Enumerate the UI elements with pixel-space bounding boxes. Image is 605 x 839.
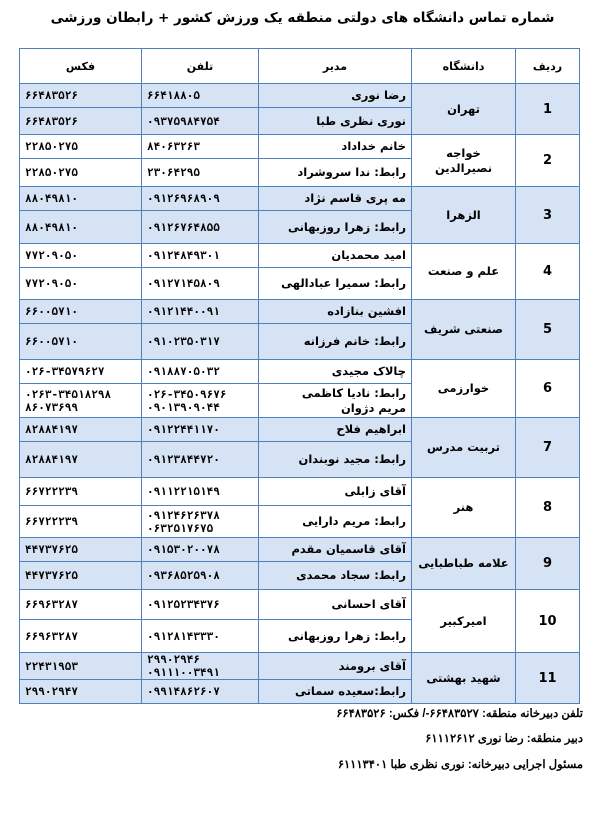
manager-name: رابط: زهرا روزبهانی	[259, 620, 412, 653]
fax-number: ۲۲۸۵۰۲۷۵	[20, 135, 142, 159]
university-name: هنر	[412, 478, 516, 538]
header-fax: فکس	[20, 49, 142, 84]
footer-line	[336, 706, 583, 720]
table-row	[20, 538, 580, 562]
footer-line	[425, 731, 583, 745]
fax-number: ۲۹۹۰۲۹۴۷	[20, 680, 142, 704]
phone-number: ۰۹۳۷۵۹۸۴۷۵۴	[142, 108, 259, 135]
phone-number: ۰۹۱۲۳۸۴۴۷۲۰	[142, 442, 259, 478]
phone-number: ۲۹۹۰۲۹۴۶ ۰۹۱۱۱۰۰۳۴۹۱	[142, 653, 259, 680]
phone-number: ۰۹۱۵۳۰۲۰۰۷۸	[142, 538, 259, 562]
university-name: تهران	[412, 84, 516, 135]
university-name: خوارزمی	[412, 360, 516, 418]
phone-number: ۰۹۱۱۲۲۱۵۱۴۹	[142, 478, 259, 506]
row-number: 1	[516, 84, 580, 135]
university-name: شهید بهشتی	[412, 653, 516, 704]
fax-number: ۶۶۷۲۲۲۳۹	[20, 506, 142, 538]
fax-number: ۷۷۲۰۹۰۵۰	[20, 244, 142, 268]
row-number: 10	[516, 590, 580, 653]
university-name: خواجه نصیرالدین	[412, 135, 516, 187]
phone-number: ۰۹۱۸۸۷۰۵۰۳۲	[142, 360, 259, 384]
footer-label: مسئول اجرایی دبیرخانه: نوری نظری طبا	[390, 759, 583, 771]
row-number: 11	[516, 653, 580, 704]
row-number: 4	[516, 244, 580, 300]
manager-name: رابط: سمیرا عبادالهی	[259, 268, 412, 300]
fax-number: ۰۲۶۳-۳۴۵۱۸۲۹۸ ۸۶۰۷۳۶۹۹	[20, 384, 142, 418]
header-university: دانشگاه	[412, 49, 516, 84]
university-name: امیرکبیر	[412, 590, 516, 653]
manager-name: رابط: زهرا روزبهانی	[259, 211, 412, 244]
table-row	[20, 84, 580, 108]
row-number: 6	[516, 360, 580, 418]
manager-name: خانم خداداد	[259, 135, 412, 159]
fax-number: ۶۶۹۶۳۲۸۷	[20, 590, 142, 620]
table-row	[20, 187, 580, 211]
phone-number: ۰۹۱۲۸۱۴۳۳۳۰	[142, 620, 259, 653]
footer-label: تلفن دبیرخانه منطقه:	[482, 708, 583, 720]
manager-name: رابط: ندا سروشراد	[259, 159, 412, 187]
fax-number: ۴۴۷۳۷۶۲۵	[20, 562, 142, 590]
fax-number: ۸۲۸۸۴۱۹۷	[20, 418, 142, 442]
footer-value: ۶۱۱۱۳۴۰۱	[337, 759, 388, 771]
row-number: 8	[516, 478, 580, 538]
manager-name: افشین بنازاده	[259, 300, 412, 324]
manager-name: آقای برومند	[259, 653, 412, 680]
table-row	[20, 300, 580, 324]
manager-name: رابط: مجید نوبندان	[259, 442, 412, 478]
row-number: 3	[516, 187, 580, 244]
manager-name: آقای احسانی	[259, 590, 412, 620]
fax-number: ۴۴۷۳۷۶۲۵	[20, 538, 142, 562]
phone-number: ۰۹۱۲۲۴۴۱۱۷۰	[142, 418, 259, 442]
page-title: شماره تماس دانشگاه های دولتی منطقه یک ورزش کشور + رابطان ورزشی	[50, 10, 555, 26]
phone-number: ۰۹۱۲۴۶۲۶۳۷۸ ۰۶۳۲۵۱۷۶۷۵	[142, 506, 259, 538]
header-manager: مدیر	[259, 49, 412, 84]
row-number: 7	[516, 418, 580, 478]
footer-value: ۶۶۴۸۳۵۲۷-/ فکس: ۶۶۴۸۳۵۲۶	[336, 708, 479, 720]
phone-number: ۰۹۱۲۷۱۴۵۸۰۹	[142, 268, 259, 300]
table-header-row	[20, 49, 580, 84]
fax-number: ۶۶۴۸۳۵۲۶	[20, 84, 142, 108]
fax-number: ۸۲۸۸۴۱۹۷	[20, 442, 142, 478]
table-row	[20, 135, 580, 159]
manager-name: رضا نوری	[259, 84, 412, 108]
table-row	[20, 244, 580, 268]
phone-number: ۶۶۴۱۸۸۰۵	[142, 84, 259, 108]
fax-number: ۰۲۶-۳۴۵۷۹۶۲۷	[20, 360, 142, 384]
phone-number: ۰۹۱۲۶۹۶۸۹۰۹	[142, 187, 259, 211]
table-row	[20, 418, 580, 442]
phone-number: ۰۹۳۶۸۵۲۵۹۰۸	[142, 562, 259, 590]
phone-number: ۰۹۱۲۴۸۴۹۳۰۱	[142, 244, 259, 268]
row-number: 2	[516, 135, 580, 187]
manager-name: آقای قاسمیان مقدم	[259, 538, 412, 562]
manager-name: رابط:سعیده سماتی	[259, 680, 412, 704]
phone-number: ۲۳۰۶۴۲۹۵	[142, 159, 259, 187]
footer-label: دبیر منطقه: رضا نوری	[477, 733, 583, 745]
header-row-number: ردیف	[516, 49, 580, 84]
table-row	[20, 360, 580, 384]
manager-name: آقای زابلی	[259, 478, 412, 506]
manager-name: امید محمدیان	[259, 244, 412, 268]
fax-number: ۲۲۴۳۱۹۵۳	[20, 653, 142, 680]
university-name: تربیت مدرس	[412, 418, 516, 478]
fax-number: ۶۶۰۰۵۷۱۰	[20, 300, 142, 324]
row-number: 9	[516, 538, 580, 590]
fax-number: ۸۸۰۴۹۸۱۰	[20, 187, 142, 211]
university-name: الزهرا	[412, 187, 516, 244]
phone-number: ۰۹۱۲۱۴۴۰۰۹۱	[142, 300, 259, 324]
manager-name: رابط: مریم دارایی	[259, 506, 412, 538]
manager-name: رابط: سجاد محمدی	[259, 562, 412, 590]
table-row	[20, 653, 580, 680]
header-phone: تلفن	[142, 49, 259, 84]
university-name: علم و صنعت	[412, 244, 516, 300]
manager-name: چالاک مجیدی	[259, 360, 412, 384]
manager-name: رابط: خانم فرزانه	[259, 324, 412, 360]
fax-number: ۲۲۸۵۰۲۷۵	[20, 159, 142, 187]
fax-number: ۶۶۰۰۵۷۱۰	[20, 324, 142, 360]
table-row	[20, 478, 580, 506]
university-name: صنعتی شریف	[412, 300, 516, 360]
row-number: 5	[516, 300, 580, 360]
phone-number: ۰۲۶-۳۴۵۰۹۶۷۶ ۰۹۰۱۳۹۰۹۰۴۴	[142, 384, 259, 418]
contacts-table	[19, 48, 580, 704]
footer-value: ۶۱۱۱۲۶۱۲	[425, 733, 475, 745]
fax-number: ۷۷۲۰۹۰۵۰	[20, 268, 142, 300]
manager-name: نوری نظری طبا	[259, 108, 412, 135]
manager-name: ابراهیم فلاح	[259, 418, 412, 442]
phone-number: ۰۹۱۲۵۲۳۴۳۷۶	[142, 590, 259, 620]
manager-name: رابط: نادیا کاظمی مریم دژوان	[259, 384, 412, 418]
phone-number: ۰۹۱۰۲۳۵۰۳۱۷	[142, 324, 259, 360]
fax-number: ۶۶۷۲۲۲۳۹	[20, 478, 142, 506]
phone-number: ۸۴۰۶۳۲۶۳	[142, 135, 259, 159]
footer-line	[338, 757, 583, 771]
fax-number: ۸۸۰۴۹۸۱۰	[20, 211, 142, 244]
table-row	[20, 590, 580, 620]
phone-number: ۰۹۱۲۶۷۶۴۸۵۵	[142, 211, 259, 244]
fax-number: ۶۶۹۶۳۲۸۷	[20, 620, 142, 653]
fax-number: ۶۶۴۸۳۵۲۶	[20, 108, 142, 135]
university-name: علامه طباطبایی	[412, 538, 516, 590]
phone-number: ۰۹۹۱۴۸۶۲۶۰۷	[142, 680, 259, 704]
manager-name: مه پری قاسم نژاد	[259, 187, 412, 211]
